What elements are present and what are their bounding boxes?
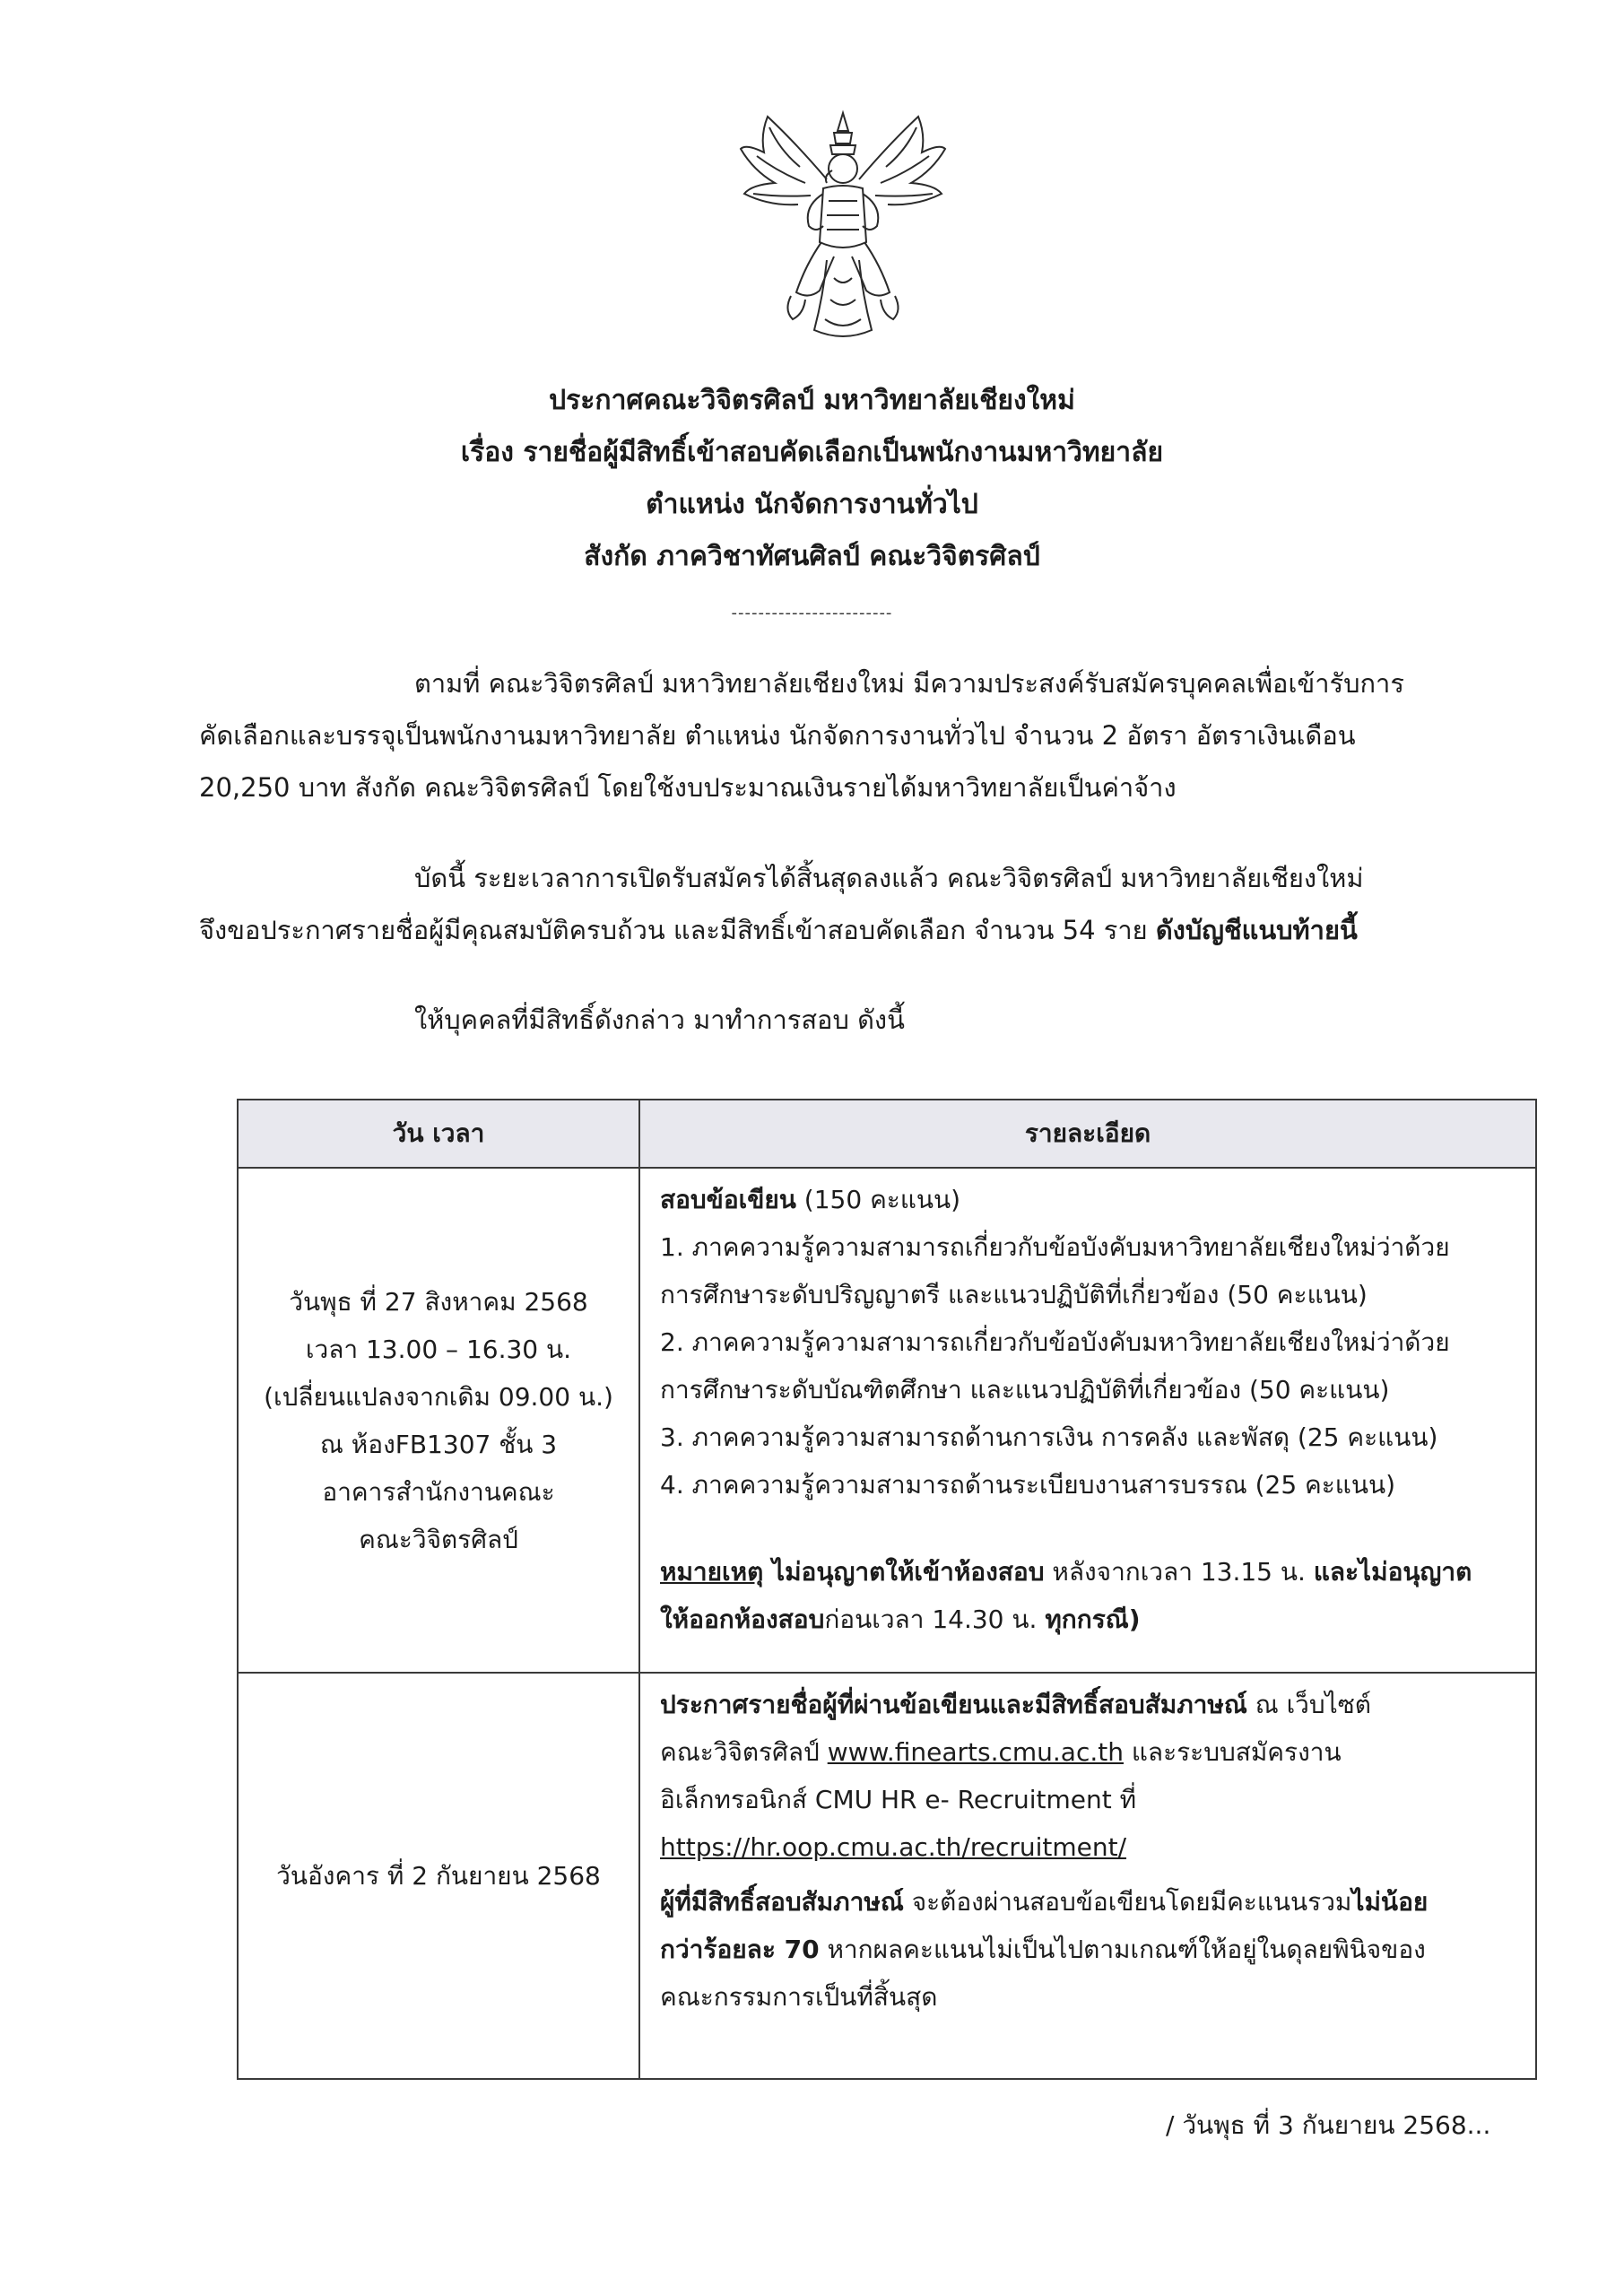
exam-note — [660, 1596, 1523, 1643]
table-header-row — [238, 1100, 1536, 1168]
note-bold: ไม่อนุญาตให้เข้าห้องสอบ — [763, 1557, 1045, 1587]
date-line: วันพุธ ที่ 27 สิงหาคม 2568 — [289, 1286, 588, 1317]
exam-item: การศึกษาระดับปริญญาตรี และแนวปฏิบัติที่เกี่ยวข้อง (50 คะแนน) — [660, 1280, 1368, 1309]
paragraph-line: คัดเลือกและบรรจุเป็นพนักงานมหาวิทยาลัย ตำแหน่ง นักจัดการงานทั่วไป จำนวน 2 อัตรา อัตราเงินเดือน — [199, 720, 1356, 751]
date-line: เวลา 13.00 – 16.30 น. — [305, 1334, 572, 1364]
row1-date-cell — [238, 1168, 639, 1673]
announcement-affiliation: สังกัด ภาควิชาทัศนศิลป์ คณะวิจิตรศิลป์ — [584, 541, 1040, 572]
paragraph-line: 20,250 บาท สังกัด คณะวิจิตรศิลป์ โดยใช้งบประมาณเงินรายได้มหาวิทยาลัยเป็นค่าจ้าง — [199, 772, 1177, 803]
recruitment-link[interactable]: https://hr.oop.cmu.ac.th/recruitment/ — [660, 1832, 1127, 1862]
announce-line: อิเล็กทรอนิกส์ CMU HR e- Recruitment ที่ — [660, 1785, 1137, 1814]
paragraph-line — [199, 904, 1471, 956]
announce-line — [660, 1728, 1523, 1776]
interview-line — [660, 1926, 1523, 1973]
date-line: (เปลี่ยนแปลงจากเดิม 09.00 น.) — [264, 1381, 613, 1412]
note-bold: ทุกกรณี) — [1045, 1605, 1141, 1634]
interview-bold: ผู้ที่มีสิทธิ์สอบสัมภาษณ์ — [660, 1887, 904, 1917]
exam-score: (150 คะแนน) — [795, 1185, 961, 1214]
paragraph-instruction — [199, 994, 1471, 1046]
interview-text: จะต้องผ่านสอบข้อเขียนโดยมีคะแนนรวม — [903, 1887, 1352, 1917]
exam-heading — [660, 1176, 1523, 1223]
paragraph-line: ให้บุคคลที่มีสิทธิ์ดังกล่าว มาทำการสอบ ดังนี้ — [414, 1004, 905, 1035]
paragraph-line: ตามที่ คณะวิจิตรศิลป์ มหาวิทยาลัยเชียงใหม่ มีความประสงค์รับสมัครบุคคลเพื่อเข้ารับการ — [414, 668, 1404, 699]
header-separator: ------------------------ — [731, 604, 893, 622]
exam-note — [660, 1548, 1523, 1596]
announce-text: คณะวิจิตรศิลป์ — [660, 1737, 828, 1767]
date-line: ณ ห้องFB1307 ชั้น 3 — [319, 1429, 558, 1459]
announce-bold: ประกาศรายชื่อผู้ที่ผ่านข้อเขียนและมีสิทธิ์สอบสัมภาษณ์ — [660, 1690, 1247, 1719]
date-line: อาคารสำนักงานคณะ — [322, 1476, 555, 1507]
attachment-reference: ดังบัญชีแนบท้ายนี้ — [1155, 915, 1358, 945]
exam-schedule-table — [237, 1099, 1537, 2080]
announce-text: และระบบสมัครงาน — [1123, 1737, 1342, 1767]
announce-line — [660, 1823, 1523, 1871]
paragraph-line: บัดนี้ ระยะเวลาการเปิดรับสมัครได้สิ้นสุดลงแล้ว คณะวิจิตรศิลป์ มหาวิทยาลัยเชียงใหม่ — [414, 863, 1364, 893]
garuda-emblem — [734, 108, 952, 350]
note-text: ก่อนเวลา 14.30 น. — [824, 1605, 1046, 1634]
page-continuation: / วันพุธ ที่ 3 กันยายน 2568... — [1166, 2110, 1491, 2140]
exam-item: การศึกษาระดับบัณฑิตศึกษา และแนวปฏิบัติที่เกี่ยวข้อง (50 คะแนน) — [660, 1375, 1390, 1405]
header-details: รายละเอียด — [639, 1100, 1536, 1168]
row1-detail-cell — [639, 1168, 1536, 1673]
exam-title: สอบข้อเขียน — [660, 1185, 796, 1214]
row2-detail-cell — [639, 1673, 1536, 2079]
row2-date-cell — [238, 1673, 639, 2079]
interview-line: คณะกรรมการเป็นที่สิ้นสุด — [660, 1982, 938, 2012]
header-date-time: วัน เวลา — [238, 1100, 639, 1168]
table-row — [238, 1673, 1536, 2079]
paragraph-text: จึงขอประกาศรายชื่อผู้มีคุณสมบัติครบถ้วน และมีสิทธิ์เข้าสอบคัดเลือก จำนวน 54 ราย — [199, 915, 1156, 945]
interview-text: หากผลคะแนนไม่เป็นไปตามเกณฑ์ให้อยู่ในดุลยพินิจของ — [819, 1935, 1426, 1964]
paragraph-background — [199, 657, 1471, 813]
exam-item: 2. ภาคความรู้ความสามารถเกี่ยวกับข้อบังคับมหาวิทยาลัยเชียงใหม่ว่าด้วย — [660, 1327, 1450, 1357]
announcement-position: ตำแหน่ง นักจัดการงานทั่วไป — [646, 489, 978, 520]
note-bold: ให้ออกห้องสอบ — [660, 1605, 825, 1634]
spacer — [660, 1509, 1523, 1548]
note-bold: และไม่อนุญาต — [1313, 1557, 1472, 1587]
exam-item: 1. ภาคความรู้ความสามารถเกี่ยวกับข้อบังคับมหาวิทยาลัยเชียงใหม่ว่าด้วย — [660, 1232, 1450, 1262]
announce-line — [660, 1681, 1523, 1728]
date-line: คณะวิจิตรศิลป์ — [359, 1524, 518, 1554]
spacer — [660, 1871, 1523, 1878]
interview-bold: กว่าร้อยละ 70 — [660, 1935, 820, 1964]
announcement-title: ประกาศคณะวิจิตรศิลป์ มหาวิทยาลัยเชียงใหม่ — [549, 385, 1075, 416]
note-text: หลังจากเวลา 13.15 น. — [1044, 1557, 1314, 1587]
exam-item: 3. ภาคความรู้ความสามารถด้านการเงิน การคลัง และพัสดุ (25 คะแนน) — [660, 1422, 1438, 1452]
interview-bold: ไม่น้อย — [1351, 1887, 1429, 1917]
interview-line — [660, 1878, 1523, 1926]
note-label: หมายเหตุ — [660, 1557, 764, 1587]
finearts-website-link[interactable]: www.finearts.cmu.ac.th — [827, 1737, 1124, 1767]
paragraph-announcement — [199, 852, 1471, 956]
table-row — [238, 1168, 1536, 1673]
date-line: วันอังคาร ที่ 2 กันยายน 2568 — [276, 1861, 601, 1891]
announce-text: ณ เว็บไซต์ — [1246, 1690, 1371, 1719]
exam-item: 4. ภาคความรู้ความสามารถด้านระเบียบงานสารบรรณ (25 คะแนน) — [660, 1470, 1396, 1500]
announcement-subject: เรื่อง รายชื่อผู้มีสิทธิ์เข้าสอบคัดเลือกเป็นพนักงานมหาวิทยาลัย — [460, 437, 1164, 468]
